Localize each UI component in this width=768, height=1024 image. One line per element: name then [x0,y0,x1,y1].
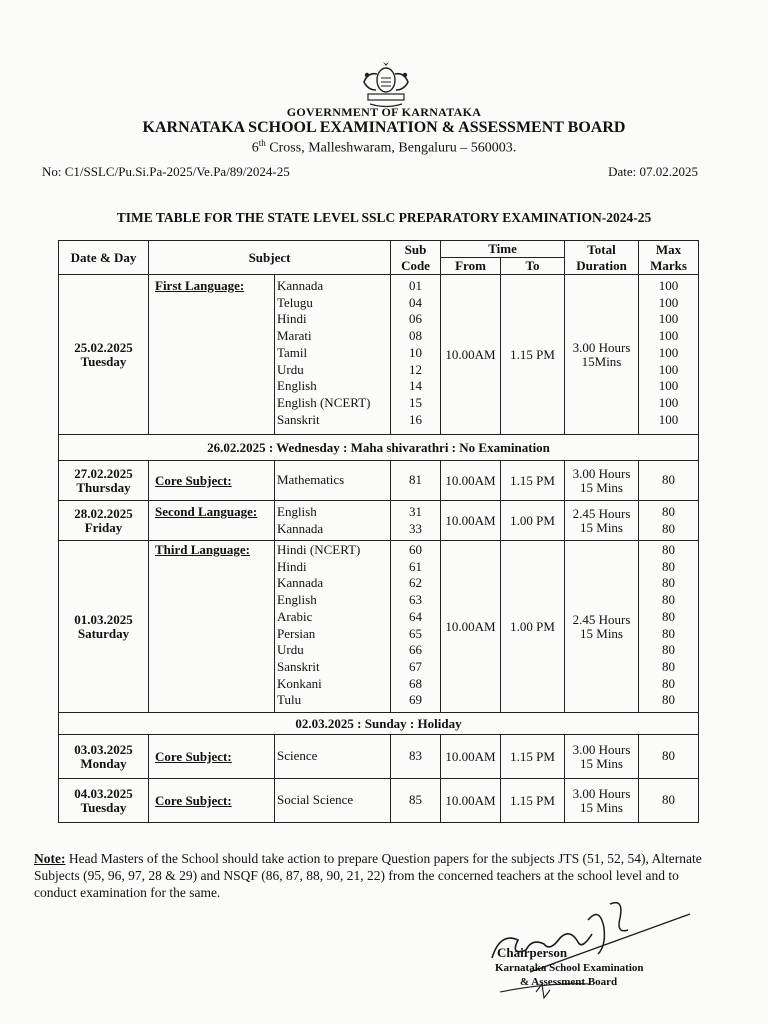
subject-item: Kannada [277,575,324,591]
time-to: 1.15 PM [501,779,565,823]
board-address [0,138,768,157]
marks-item: 80 [662,625,676,641]
marks-list [639,275,699,435]
code-item: 15 [409,394,423,410]
marks-item: 80 [662,520,676,536]
code-item: 83 [391,735,441,779]
timetable-title: TIME TABLE FOR THE STATE LEVEL SSLC PREPARATORY EXAMINATION-2024-25 [116,210,652,225]
signatory-org-line1: Karnataka School Examination [495,962,644,974]
table-row [59,735,699,779]
code-item: 12 [409,361,423,377]
code-list [391,501,441,541]
no-exam-row: 26.02.2025 : Wednesday : Maha shivarathri : No Examination [59,435,699,461]
government-heading: GOVERNMENT OF KARNATAKA [286,105,482,119]
reference-number: No: C1/SSLC/Pu.Si.Pa-2025/Ve.Pa/89/2024-25 [42,164,290,179]
total-duration: 3.00 Hours 15 Mins [565,779,639,823]
code-item: 69 [409,692,423,708]
subject-item: Hindi (NCERT) [277,542,361,557]
header-subject: Subject [149,241,391,275]
subject-item: Tulu [277,692,302,708]
marks-item: 80 [662,592,676,608]
code-item: 31 [409,504,423,519]
subject-category: Core Subject: [149,461,275,501]
board-heading: KARNATAKA SCHOOL EXAMINATION & ASSESSMENT BOARD [142,119,626,136]
marks-item: 80 [662,542,676,557]
subject-item: Tamil [277,344,308,360]
marks-item: 100 [658,311,679,327]
code-item: 04 [409,294,423,310]
row-day: Tuesday [80,799,127,815]
subject-item: English [277,378,317,394]
subject-category: First Language: [149,275,275,435]
code-item: 08 [409,328,423,344]
time-to: 1.00 PM [501,541,565,713]
subject-item: Kannada [277,278,324,293]
note-label: Note: [34,851,66,866]
subject-item: Telugu [277,294,313,310]
time-to: 1.00 PM [501,501,565,541]
cross-number: 6 [251,140,259,156]
total-duration: 3.00 Hours 15 Mins [565,735,639,779]
date-day-cell [59,779,149,823]
code-item: 06 [409,311,423,327]
total-duration: 2.45 Hours 15 Mins [565,501,639,541]
marks-item: 100 [658,411,679,427]
time-from: 10.00AM [441,461,501,501]
date-day-cell [59,461,149,501]
code-item: 61 [409,558,423,574]
code-item: 10 [409,344,423,360]
date-day-cell [59,275,149,435]
subject-category: Third Language: [149,541,275,713]
time-from: 10.00AM [441,541,501,713]
code-item: 66 [409,642,423,658]
marks-list [639,501,699,541]
marks-item: 100 [658,344,679,360]
code-item: 67 [409,658,423,674]
row-day: Monday [80,755,127,771]
code-item: 01 [409,278,423,293]
subject-category: Core Subject: [149,779,275,823]
code-list [391,275,441,435]
header-from: From [441,258,501,275]
total-duration: 2.45 Hours 15 Mins [565,541,639,713]
cross-suffix: th [258,138,266,148]
karnataka-emblem-icon [358,60,414,110]
table-row [59,461,699,501]
code-item: 63 [409,592,423,608]
time-from: 10.00AM [441,735,501,779]
header-max-marks: Max Marks [639,241,699,275]
marks-item: 100 [658,378,679,394]
code-item: 85 [391,779,441,823]
marks-item: 80 [662,642,676,658]
document-date: Date: 07.02.2025 [608,164,698,179]
address-text: Cross, Malleshwaram, Bengaluru – 560003. [265,140,517,156]
subject-category: Second Language: [149,501,275,541]
marks-item: 100 [658,394,679,410]
marks-item: 80 [639,735,699,779]
time-to: 1.15 PM [501,461,565,501]
table-row [59,779,699,823]
holiday-row: 02.03.2025 : Sunday : Holiday [59,713,699,735]
code-item: 62 [409,575,423,591]
code-item: 81 [391,461,441,501]
subject-item: Marati [277,328,312,344]
row-date: 28.02.2025 [74,505,133,521]
subject-item: Hindi [277,311,307,327]
date-day-cell [59,541,149,713]
row-date: 27.02.2025 [74,465,133,481]
code-item: 64 [409,608,423,624]
subject-item: Science [275,735,391,779]
subject-item: Konkani [277,675,322,691]
subject-item: Arabic [277,608,313,624]
subject-item: Mathematics [275,461,391,501]
code-item: 65 [409,625,423,641]
total-duration: 3.00 Hours 15Mins [565,275,639,435]
marks-item: 80 [662,608,676,624]
subject-item: Kannada [277,520,324,536]
table-row [59,275,699,435]
marks-item: 80 [662,675,676,691]
header-sub-code: Sub Code [391,241,441,275]
marks-item: 80 [639,461,699,501]
timetable [58,240,699,823]
subject-item: Social Science [275,779,391,823]
time-to: 1.15 PM [501,275,565,435]
marks-item: 80 [662,504,676,519]
subject-list [275,275,391,435]
subject-list [275,541,391,713]
row-day: Tuesday [80,353,127,369]
code-item: 16 [409,411,423,427]
time-from: 10.00AM [441,501,501,541]
row-date: 25.02.2025 [74,339,133,355]
marks-item: 100 [658,294,679,310]
header-total-duration: Total Duration [565,241,639,275]
date-day-cell [59,501,149,541]
code-item: 68 [409,675,423,691]
header-date-day: Date & Day [59,241,149,275]
row-day: Friday [84,519,123,535]
code-list [391,541,441,713]
note-text: Head Masters of the School should take action to prepare Question papers for the subjects JTS (51, 52, 54), Alternate Subjects (95, 96, 97, 28 & 29) and NSQF (86, 87, 88, 90, 21, 22) from the concerned teachers at the school level and to conduct examination for the same. [34,851,702,900]
subject-item: Sanskrit [277,411,320,427]
date-day-cell [59,735,149,779]
subject-item: English (NCERT) [277,394,371,410]
signatory-org-line2: & Assessment Board [520,976,618,988]
row-day: Thursday [76,479,131,495]
subject-item: Urdu [277,642,304,658]
marks-item: 80 [639,779,699,823]
subject-item: English [277,504,317,519]
code-item: 14 [409,378,423,394]
table-row [59,541,699,713]
time-from: 10.00AM [441,275,501,435]
subject-item: Sanskrit [277,658,320,674]
code-item: 33 [409,520,423,536]
marks-item: 100 [658,361,679,377]
header-to: To [501,258,565,275]
subject-item: English [277,592,317,608]
row-date: 03.03.2025 [74,741,133,757]
subject-item: Urdu [277,361,304,377]
subject-list [275,501,391,541]
marks-item: 80 [662,692,676,708]
subject-category: Core Subject: [149,735,275,779]
header-time: Time [441,241,565,258]
row-date: 01.03.2025 [74,611,133,627]
signatory-title: Chairperson [497,945,568,960]
marks-item: 80 [662,658,676,674]
marks-item: 80 [662,558,676,574]
row-day: Saturday [77,625,130,641]
total-duration: 3.00 Hours 15 Mins [565,461,639,501]
subject-item: Persian [277,625,316,641]
marks-item: 100 [658,278,679,293]
time-from: 10.00AM [441,779,501,823]
marks-list [639,541,699,713]
table-row [59,501,699,541]
table-row [59,713,699,735]
marks-item: 80 [662,575,676,591]
row-date: 04.03.2025 [74,785,133,801]
table-row [59,435,699,461]
subject-item: Hindi [277,558,307,574]
marks-item: 100 [658,328,679,344]
code-item: 60 [409,542,423,557]
time-to: 1.15 PM [501,735,565,779]
